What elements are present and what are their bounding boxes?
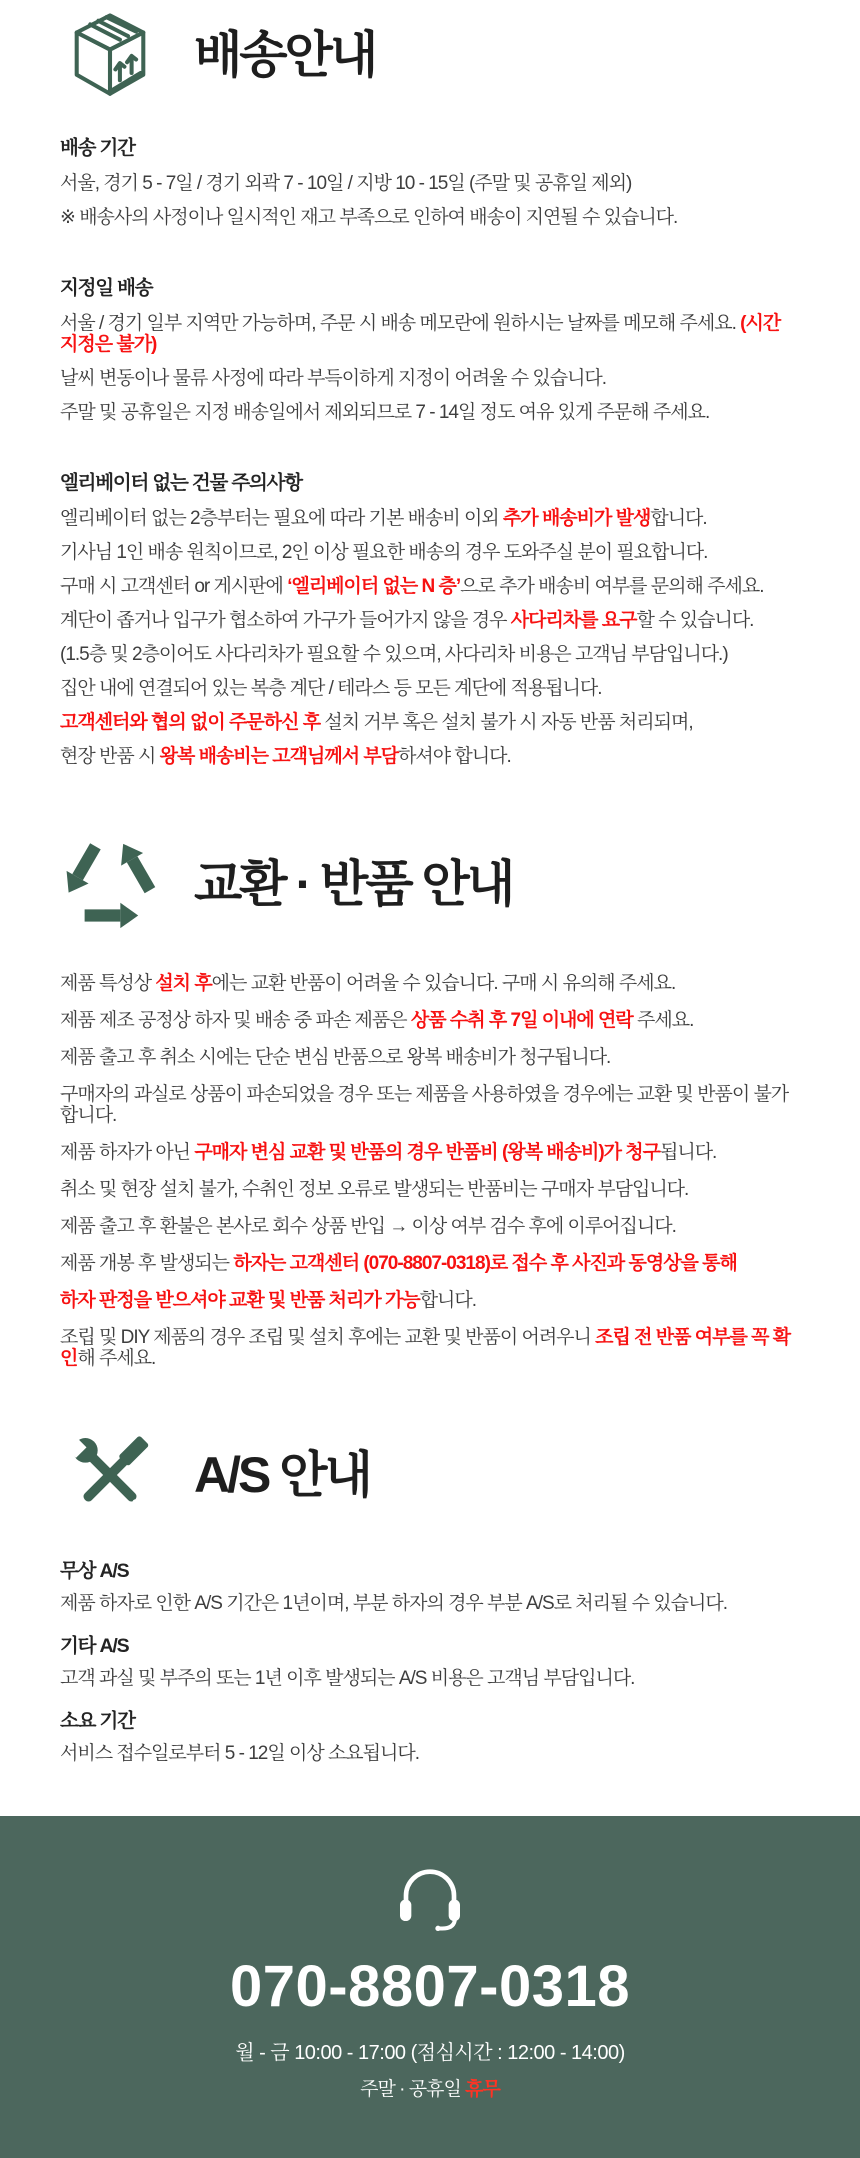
text-line	[60, 610, 800, 631]
body-text: 고객 과실 및 부주의 또는 1년 이후 발생되는 A/S 비용은 고객님 부담입니다.	[60, 1668, 635, 1689]
text-line	[60, 1142, 800, 1163]
text-line	[60, 1216, 800, 1237]
text-line	[60, 746, 800, 767]
block-lines	[60, 508, 800, 767]
section-exchange-title: 교환 · 반품 안내	[194, 855, 513, 912]
block-heading: 배송 기간	[60, 137, 135, 159]
block-lines	[60, 1668, 800, 1689]
body-text: 하셔야 합니다.	[398, 746, 511, 767]
headset-icon	[390, 1919, 470, 1936]
body-text: 엘리베이터 없는 2층부터는 필요에 따라 기본 배송비 이외	[60, 508, 503, 529]
text-line	[60, 207, 800, 228]
recycle-icon	[60, 837, 160, 931]
block-no-elevator-notice	[60, 467, 800, 767]
shipping-box-icon	[60, 8, 160, 102]
body-text: 제품 하자가 아닌	[60, 1142, 195, 1163]
highlight-text: 하자는 고객센터 (070-8807-0318)로 접수 후 사진과 동영상을 통해	[233, 1253, 737, 1274]
section-exchange-header	[60, 837, 800, 931]
highlight-text: 조립 전 반품 여부를 꼭 확인	[60, 1327, 791, 1369]
text-line	[60, 173, 800, 194]
text-line	[60, 973, 800, 994]
section-exchange-return	[0, 837, 860, 1369]
highlight-text: 설치 후	[155, 973, 212, 994]
body-text: 주말 및 공휴일은 지정 배송일에서 제외되므로 7 - 14일 정도 여유 있게 주문해 주세요.	[60, 402, 710, 423]
tools-icon	[60, 1431, 160, 1519]
text-line	[60, 1327, 800, 1369]
block-delivery-period	[60, 132, 800, 228]
text-line	[60, 678, 800, 699]
body-text: 으로 추가 배송비 여부를 문의해 주세요.	[460, 576, 764, 597]
business-hours: 월 - 금 10:00 - 17:00 (점심시간 : 12:00 - 14:00)	[235, 2042, 625, 2064]
text-line	[60, 712, 800, 733]
body-text: 제품 하자로 인한 A/S 기간은 1년이며, 부분 하자의 경우 부분 A/S로 처리될 수 있습니다.	[60, 1593, 727, 1614]
body-text: 구매 시 고객센터 or 게시판에	[60, 576, 288, 597]
highlight-text: 추가 배송비가 발생	[502, 508, 651, 529]
body-text: ※ 배송사의 사정이나 일시적인 재고 부족으로 인하여 배송이 지연될 수 있습니다.	[60, 207, 678, 228]
text-line	[60, 1593, 800, 1614]
highlight-text: 상품 수취 후 7일 이내에 연락	[410, 1010, 633, 1031]
as-blocks	[60, 1555, 800, 1764]
highlight-text: 구매자 변심 교환 및 반품의 경우 반품비 (왕복 배송비)가 청구	[194, 1142, 660, 1163]
body-text: 주세요.	[632, 1010, 694, 1031]
body-text: 할 수 있습니다.	[636, 610, 754, 631]
body-text: 현장 반품 시	[60, 746, 160, 767]
text-line	[60, 508, 800, 529]
text-line	[60, 1253, 800, 1274]
contact-footer	[0, 1816, 860, 2158]
body-text: 서울 / 경기 일부 지역만 가능하며, 주문 시 배송 메모란에 원하시는 날짜를 메모해 주세요.	[60, 313, 741, 334]
block-heading: 기타 A/S	[60, 1635, 129, 1657]
body-text: 서비스 접수일로부터 5 - 12일 이상 소요됩니다.	[60, 1743, 419, 1764]
text-line	[60, 368, 800, 389]
highlight-text: 휴무	[465, 2079, 500, 2100]
body-text: 해 주세요.	[77, 1348, 156, 1369]
block-heading: 엘리베이터 없는 건물 주의사항	[60, 472, 302, 494]
block-lines	[60, 1743, 800, 1764]
body-text: 제품 개봉 후 발생되는	[60, 1253, 234, 1274]
block-heading: 무상 A/S	[60, 1560, 129, 1582]
block-scheduled-delivery	[60, 272, 800, 423]
body-text: 날씨 변동이나 물류 사정에 따라 부득이하게 지정이 어려울 수 있습니다.	[60, 368, 607, 389]
highlight-text: 사다리차를 요구	[510, 610, 637, 631]
block-heading: 지정일 배송	[60, 277, 153, 299]
text-line	[60, 1047, 800, 1068]
section-shipping	[0, 0, 860, 767]
section-shipping-title: 배송안내	[194, 26, 376, 83]
body-text: 제품 제조 공정상 하자 및 배송 중 파손 제품은	[60, 1010, 411, 1031]
phone-number: 070-8807-0318	[230, 1954, 630, 2019]
text-line	[60, 644, 800, 665]
section-as-header	[60, 1431, 800, 1519]
body-text: 계단이 좁거나 입구가 협소하여 가구가 들어가지 않을 경우	[60, 610, 511, 631]
text-line	[60, 1179, 800, 1200]
text-line	[60, 313, 800, 355]
text-line	[0, 2079, 860, 2100]
body-text: 에는 교환 반품이 어려울 수 있습니다. 구매 시 유의해 주세요.	[211, 973, 676, 994]
body-text: 합니다.	[419, 1290, 477, 1311]
section-as	[0, 1431, 860, 1764]
highlight-text: 왕복 배송비는 고객님께서 부담	[159, 746, 399, 767]
text-line	[60, 1290, 800, 1311]
shipping-blocks	[60, 132, 800, 767]
highlight-text: 고객센터와 협의 없이 주문하신 후	[60, 712, 325, 733]
text-line	[60, 576, 800, 597]
text-line	[60, 542, 800, 563]
text-line	[60, 1010, 800, 1031]
body-text: 설치 거부 혹은 설치 불가 시 자동 반품 처리되며,	[324, 712, 693, 733]
section-as-title: A/S 안내	[194, 1446, 370, 1503]
body-text: 합니다.	[650, 508, 707, 529]
highlight-text: 하자 판정을 받으셔야 교환 및 반품 처리가 가능	[60, 1290, 420, 1311]
body-text: 서울, 경기 5 - 7일 / 경기 외곽 7 - 10일 / 지방 10 - 15일 (주말 및 공휴일 제외)	[60, 173, 632, 194]
body-text: (1.5층 및 2층이어도 사다리차가 필요할 수 있으며, 사다리차 비용은 고객님 부담입니다.)	[60, 644, 728, 665]
text-line	[60, 1084, 800, 1126]
text-line	[60, 1743, 800, 1764]
highlight-text: (시간 지정은 불가)	[60, 313, 781, 355]
body-text: 조립 및 DIY 제품의 경우 조립 및 설치 후에는 교환 및 반품이 어려우니	[60, 1327, 596, 1348]
block-lines	[60, 313, 800, 423]
section-shipping-header	[60, 8, 800, 102]
block-as-duration	[60, 1705, 800, 1764]
text-line	[60, 1668, 800, 1689]
body-text: 기사님 1인 배송 원칙이므로, 2인 이상 필요한 배송의 경우 도와주실 분이 필요합니다.	[60, 542, 708, 563]
block-other-as	[60, 1630, 800, 1689]
body-text: 취소 및 현장 설치 불가, 수취인 정보 오류로 발생되는 반품비는 구매자 부담입니다.	[60, 1179, 689, 1200]
body-text: 됩니다.	[660, 1142, 717, 1163]
body-text: 집안 내에 연결되어 있는 복층 계단 / 테라스 등 모든 계단에 적용됩니다.	[60, 678, 602, 699]
exchange-lines	[60, 973, 800, 1369]
closed-notice	[0, 2079, 860, 2100]
body-text: 주말 · 공휴일	[360, 2079, 466, 2100]
body-text: 구매자의 과실로 상품이 파손되었을 경우 또는 제품을 사용하였을 경우에는 교환 및 반품이 불가합니다.	[60, 1084, 789, 1126]
body-text: 제품 출고 후 환불은 본사로 회수 상품 반입 → 이상 여부 검수 후에 이루어집니다.	[60, 1216, 676, 1237]
body-text: 제품 출고 후 취소 시에는 단순 변심 반품으로 왕복 배송비가 청구됩니다.	[60, 1047, 611, 1068]
block-free-as	[60, 1555, 800, 1614]
block-lines	[60, 173, 800, 228]
body-text: 제품 특성상	[60, 973, 156, 994]
text-line	[60, 402, 800, 423]
block-heading: 소요 기간	[60, 1710, 135, 1732]
block-lines	[60, 1593, 800, 1614]
highlight-text: ‘엘리베이터 없는 N 층’	[287, 576, 461, 597]
